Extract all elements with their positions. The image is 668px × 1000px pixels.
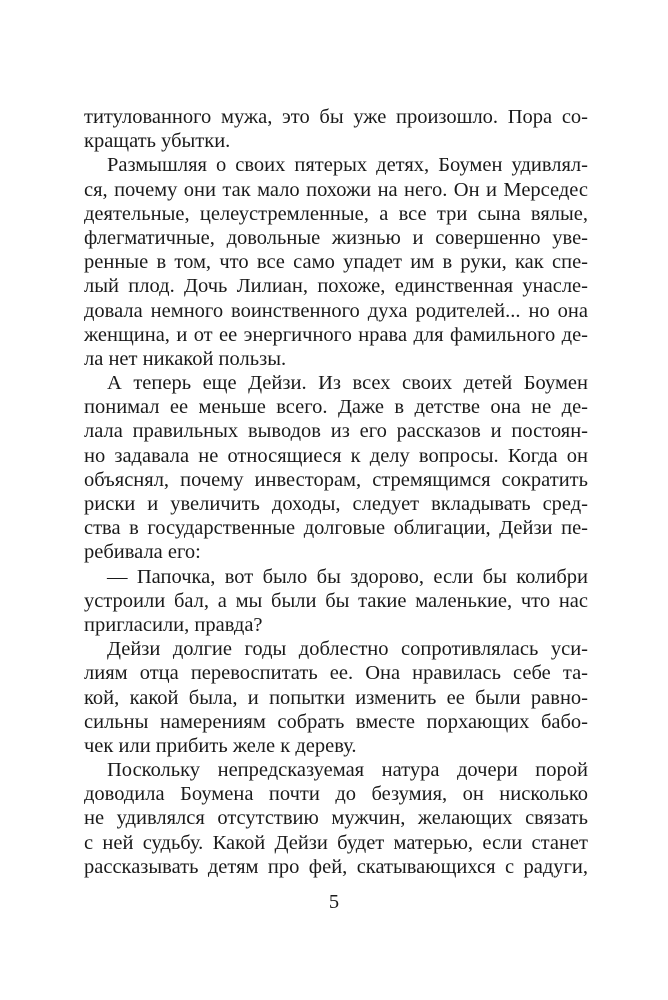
text-line: сильны намерениям собрать вместе порхающих бабо- bbox=[84, 710, 588, 733]
text-line: довала немного воинственного духа родителей... но она bbox=[84, 299, 588, 322]
text-line: риски и увеличить доходы, следует вкладывать сред- bbox=[84, 493, 588, 515]
text-line: деятельные, целеустремленные, а все три сына вялые, bbox=[84, 202, 588, 225]
text-line: женщина, и от ее энергичного нрава для фамильного де- bbox=[84, 323, 588, 346]
text-line: ренные в том, что все само упадет им в руки, как спе- bbox=[84, 251, 588, 274]
text-line: чек или прибить желе к дереву. bbox=[84, 734, 357, 757]
text-line: с ней судьбу. Какой Дейзи будет матерью, если станет bbox=[84, 831, 588, 854]
text-line: ла нет никакой пользы. bbox=[84, 347, 287, 370]
text-line: Поскольку непредсказуемая натура дочери порой bbox=[107, 759, 588, 782]
text-line: лиям отца перевоспитать ее. Она нравилась себе та- bbox=[84, 662, 588, 685]
text-line: — Папочка, вот было бы здорово, если бы колибри bbox=[107, 565, 588, 588]
text-line: кращать убытки. bbox=[84, 130, 231, 153]
text-line: титулованного мужа, это бы уже произошло. Пора со- bbox=[84, 106, 588, 128]
text-line: ся, почему они так мало похожи на него. Он и Мерседес bbox=[84, 178, 588, 201]
text-line: Дейзи долгие годы доблестно сопротивлялась уси- bbox=[107, 638, 588, 661]
text-line: Размышляя о своих пятерых детях, Боумен удивлял- bbox=[107, 154, 588, 177]
text-line: кой, какой была, и попытки изменить ее были равно- bbox=[84, 686, 588, 709]
text-line: пригласили, правда? bbox=[84, 613, 263, 636]
text-line: флегматичные, довольные жизнью и совершенно уве- bbox=[84, 226, 588, 249]
text-line: устроили бал, а мы были бы такие маленькие, что нас bbox=[84, 589, 588, 612]
text-line: понимал ее меньше всего. Даже в детстве она не де- bbox=[84, 396, 588, 419]
text-line: рассказывать детям про фей, скатывающихся с радуги, bbox=[84, 855, 588, 878]
page-body bbox=[84, 105, 588, 879]
text-line: объяснял, почему инвесторам, стремящимся сократить bbox=[84, 468, 588, 491]
text-line: но задавала не относящиеся к делу вопросы. Когда он bbox=[84, 444, 588, 467]
page-number: 5 bbox=[328, 891, 340, 913]
text-line: ребивала его: bbox=[84, 541, 201, 564]
text-line: А теперь еще Дейзи. Из всех своих детей Боумен bbox=[107, 372, 588, 395]
text-line: не удивлялся отсутствию мужчин, желающих связать bbox=[84, 807, 588, 830]
text-line: лала правильных выводов из его рассказов и постоян- bbox=[84, 420, 588, 443]
text-line: ства в государственные долговые облигации, Дейзи пе- bbox=[84, 517, 588, 540]
text-line: лый плод. Дочь Лилиан, похоже, единственная унасле- bbox=[84, 275, 588, 298]
text-line: доводила Боумена почти до безумия, он нисколько bbox=[84, 783, 588, 806]
